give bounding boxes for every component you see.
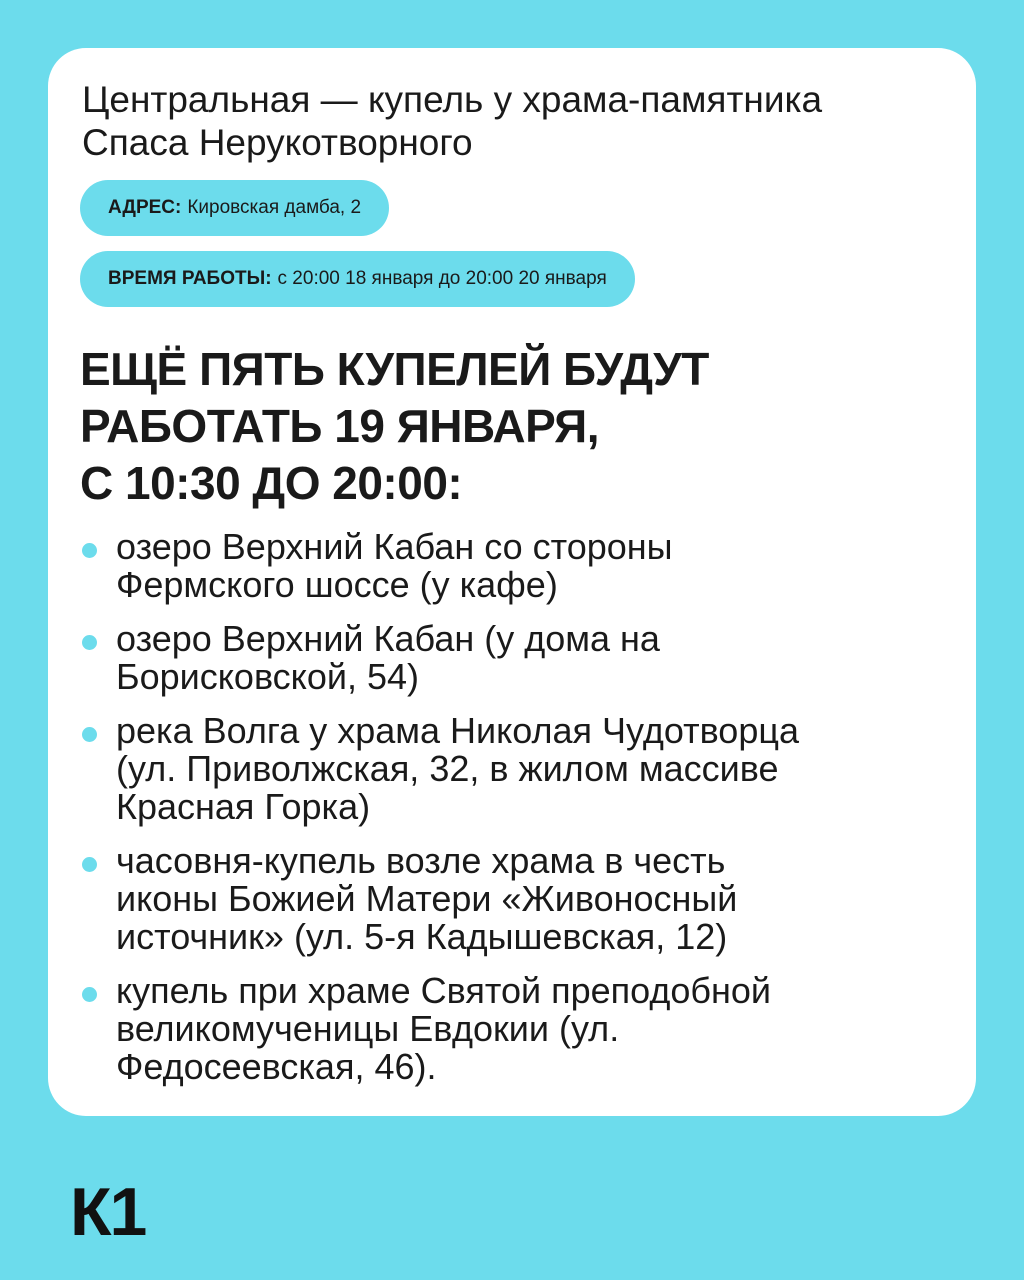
list-item-line: иконы Божией Матери «Живоносный [116,878,738,919]
list-item-line: Красная Горка) [116,786,371,827]
bullet-icon [82,987,97,1002]
address-label: АДРЕС: [108,197,182,218]
list-item [82,712,962,826]
location-title-line: Спаса Нерукотворного [82,122,473,163]
list-item-line: (ул. Приволжская, 32, в жилом массиве [116,748,779,789]
bullet-icon [82,635,97,650]
hours-label: ВРЕМЯ РАБОТЫ: [108,268,272,289]
headline [80,341,960,512]
list-item [82,620,962,696]
headline-line: С 10:30 ДО 20:00: [80,457,463,509]
list-item-line: великомученицы Евдокии (ул. [116,1008,620,1049]
list-item-line: озеро Верхний Кабан со стороны [116,526,673,567]
headline-line: ЕЩЁ ПЯТЬ КУПЕЛЕЙ БУДУТ [80,343,709,395]
headline-line: РАБОТАТЬ 19 ЯНВАРЯ, [80,400,600,452]
bullet-icon [82,543,97,558]
list-item-line: купель при храме Святой преподобной [116,970,772,1011]
list-item-line: река Волга у храма Николая Чудотворца [116,710,799,751]
hours-badge [80,251,635,307]
list-item-line: часовня-купель возле храма в честь [116,840,726,881]
location-title-line: Центральная — купель у храма-памятника [82,79,823,120]
k1-logo: К1 [70,1174,146,1250]
info-card [48,48,976,1116]
list-item-line: Федосеевская, 46). [116,1046,437,1087]
address-value: Кировская дамба, 2 [187,197,362,218]
list-item-line: озеро Верхний Кабан (у дома на [116,618,660,659]
hours-value: с 20:00 18 января до 20:00 20 января [277,268,607,289]
list-item-line: Фермского шоссе (у кафе) [116,564,558,605]
bullet-icon [82,727,97,742]
address-badge [80,180,389,236]
list-item [82,842,962,956]
location-title [82,78,962,164]
list-item-line: Борисковской, 54) [116,656,419,697]
bullet-icon [82,857,97,872]
list-item-line: источник» (ул. 5-я Кадышевская, 12) [116,916,728,957]
list-item [82,528,962,604]
list-item [82,972,962,1086]
font-list [82,528,962,1102]
